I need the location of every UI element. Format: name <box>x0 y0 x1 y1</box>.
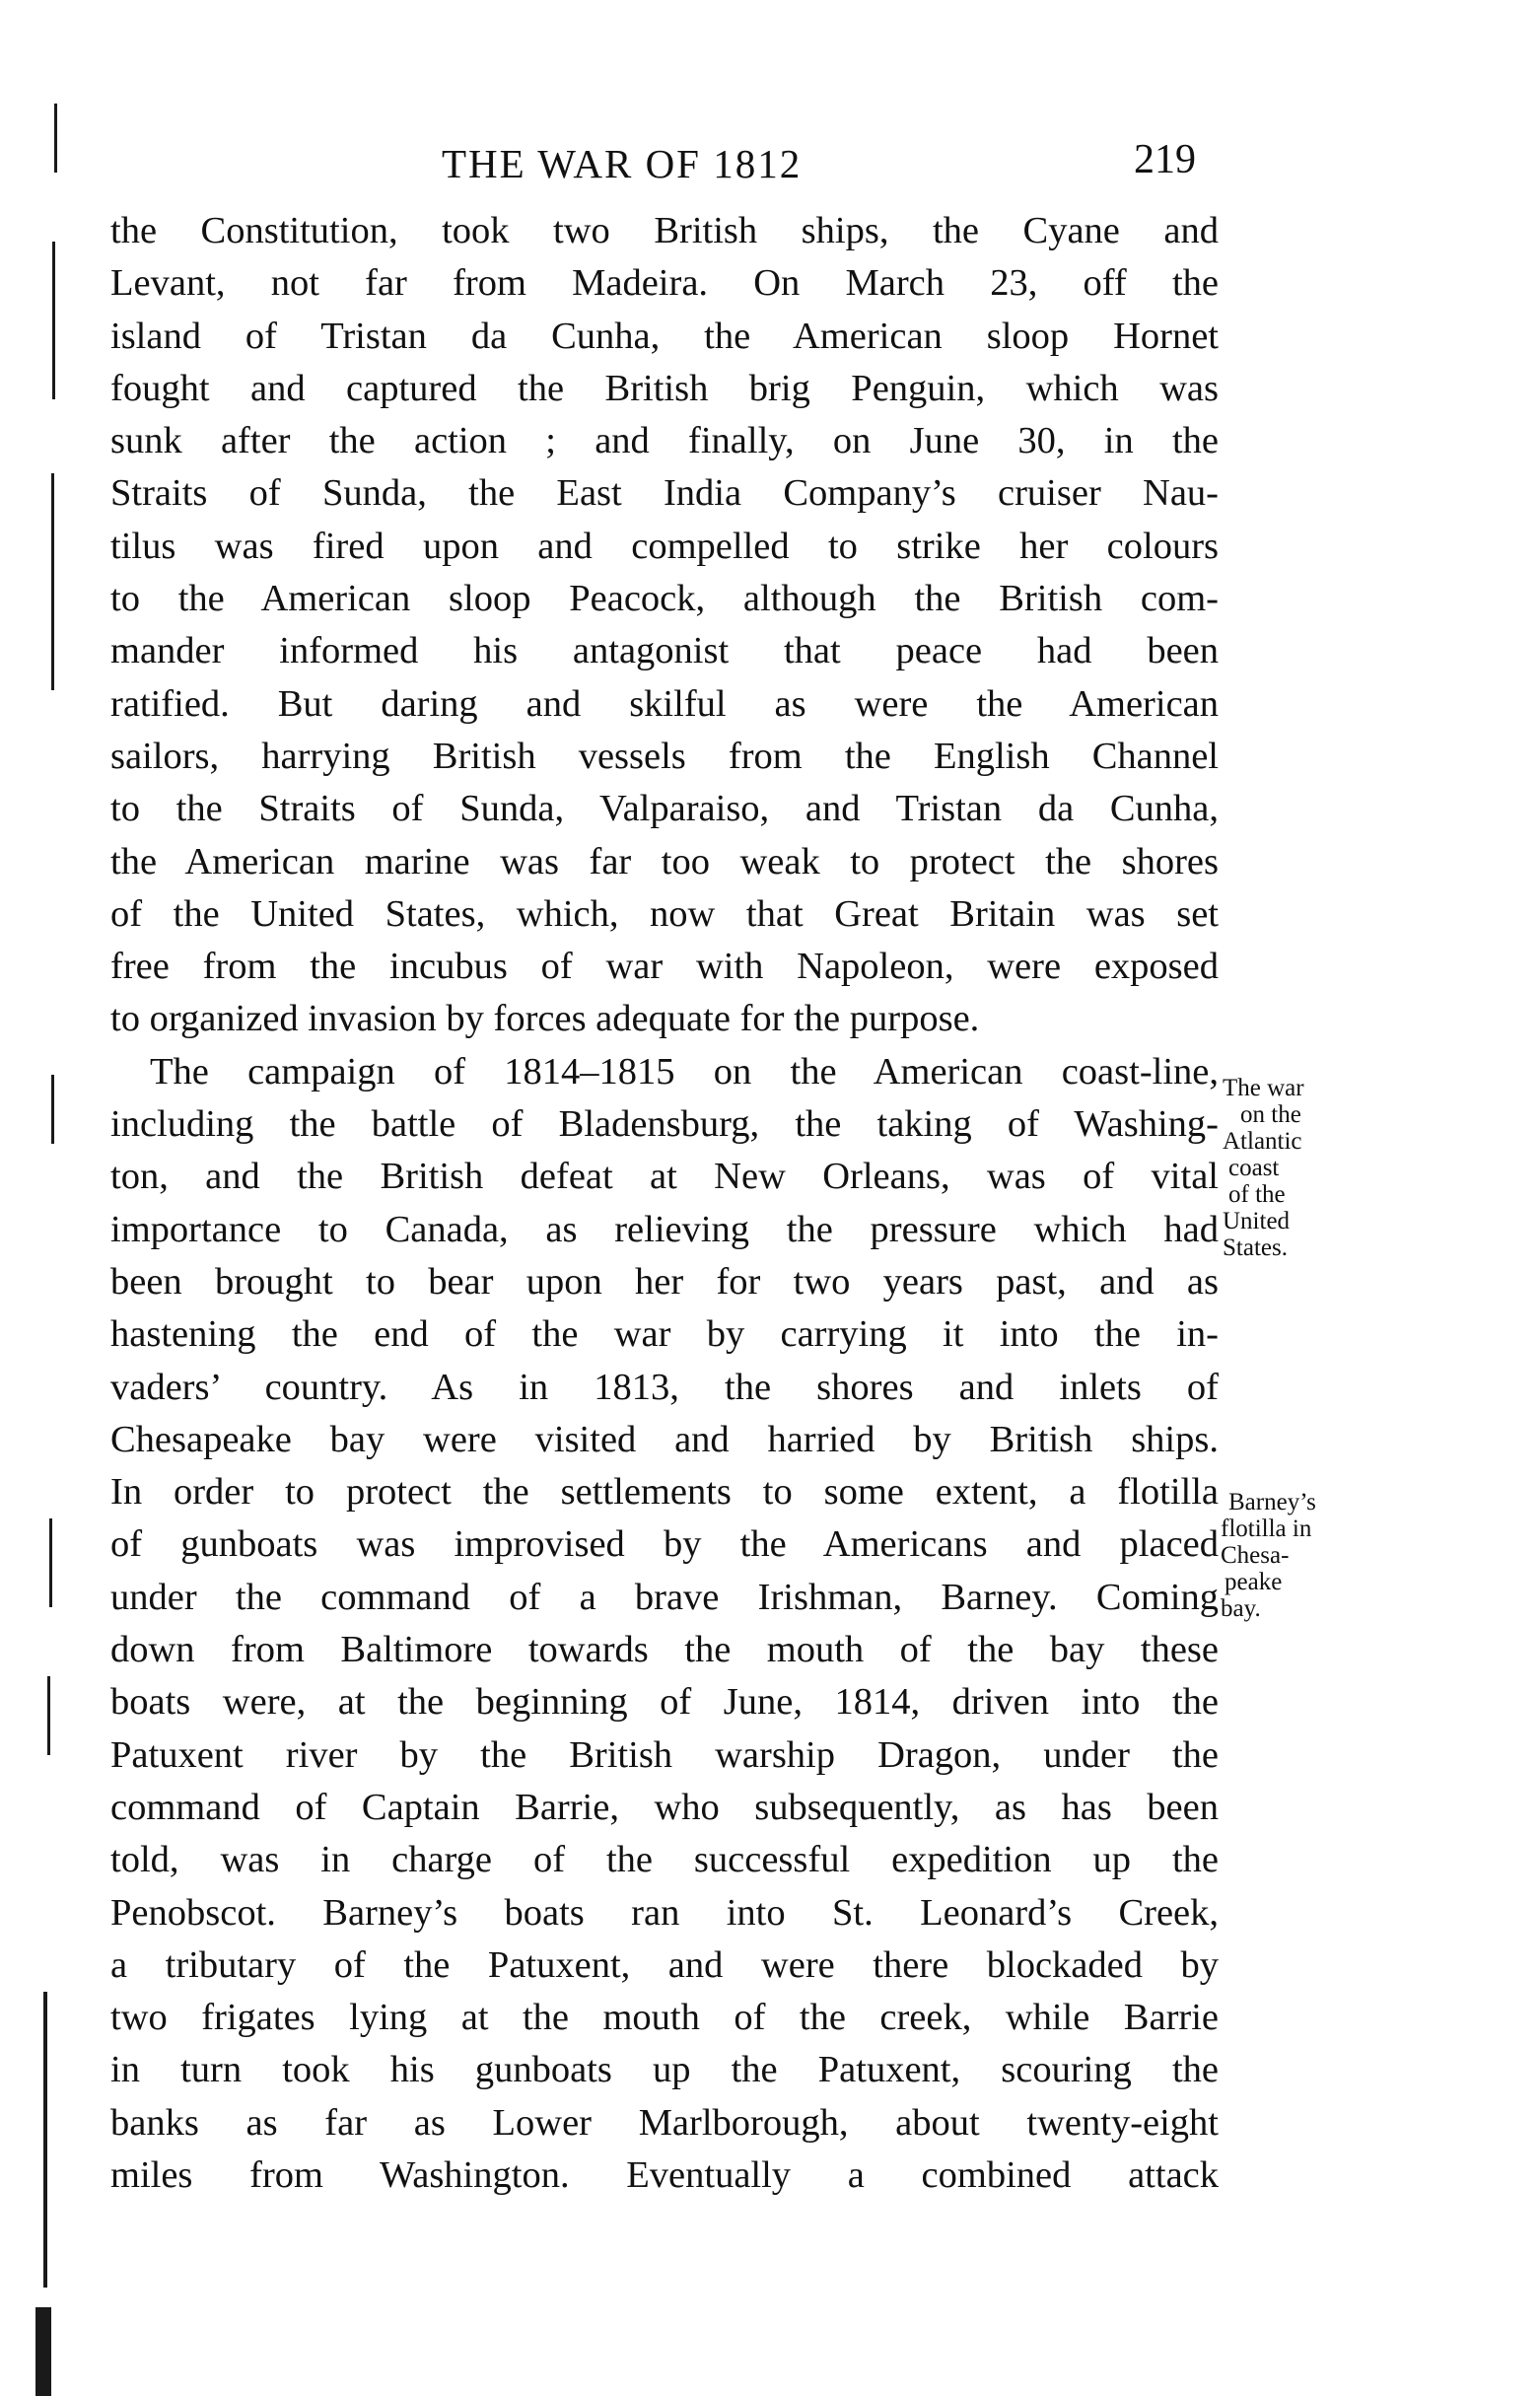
margin-note-line: United <box>1223 1208 1291 1234</box>
text-line: hastening the end of the war by carrying it into the in- <box>110 1313 1219 1356</box>
text-line: in turn took his gunboats up the Patuxent, scouring the <box>110 2049 1219 2091</box>
text-line: fought and captured the British brig Penguin, which was <box>110 367 1219 409</box>
margin-note-line: States. <box>1223 1234 1288 1261</box>
text-line: free from the incubus of war with Napoleon, were exposed <box>110 946 1219 988</box>
margin-note-line: Atlantic <box>1223 1128 1302 1155</box>
text-line: two frigates lying at the mouth of the creek, while Barrie <box>110 1997 1219 2039</box>
scan-edge-mark <box>51 473 54 690</box>
text-line: of the United States, which, now that Great Britain was set <box>110 892 1219 935</box>
text-line: vaders’ country. As in 1813, the shores and inlets of <box>110 1366 1219 1408</box>
margin-note-line: bay. <box>1221 1595 1261 1622</box>
scan-edge-mark <box>52 242 55 399</box>
text-line: ratified. But daring and skilful as were the American <box>110 682 1219 725</box>
text-line: sunk after the action ; and finally, on June 30, in the <box>110 420 1219 462</box>
text-line: been brought to bear upon her for two years past, and as <box>110 1260 1219 1303</box>
scan-edge-mark <box>49 1518 52 1607</box>
text-line: Straits of Sunda, the East India Company’s cruiser Nau- <box>110 472 1219 515</box>
margin-note-line: flotilla in <box>1221 1515 1312 1542</box>
text-line: sailors, harrying British vessels from the English Channel <box>110 735 1219 777</box>
page-number: 219 <box>1134 137 1196 182</box>
margin-note-line: coast <box>1228 1155 1280 1181</box>
text-line: miles from Washington. Eventually a combined attack <box>110 2153 1219 2196</box>
margin-note-barney-flotilla <box>1221 1489 1316 1622</box>
text-line: importance to Canada, as relieving the pressure which had <box>110 1208 1219 1250</box>
text-line: to the American sloop Peacock, although the British com- <box>110 578 1219 620</box>
text-line: ton, and the British defeat at New Orleans, was of vital <box>110 1156 1219 1198</box>
scan-edge-mark <box>51 1075 54 1144</box>
text-line: Chesapeake bay were visited and harried by British ships. <box>110 1418 1219 1460</box>
text-line: including the battle of Bladensburg, the taking of Washing- <box>110 1103 1219 1146</box>
margin-note-line: peake <box>1225 1569 1283 1595</box>
text-line: tilus was fired upon and compelled to strike her colours <box>110 525 1219 567</box>
text-line: a tributary of the Patuxent, and were there blockaded by <box>110 1943 1219 1986</box>
text-line: to the Straits of Sunda, Valparaiso, and Tristan da Cunha, <box>110 788 1219 830</box>
text-line: Levant, not far from Madeira. On March 23, off the <box>110 262 1219 305</box>
text-line: down from Baltimore towards the mouth of the bay these <box>110 1629 1219 1671</box>
margin-note-line: The war <box>1223 1075 1304 1101</box>
text-line: to organized invasion by forces adequate for the purpose. <box>110 998 980 1040</box>
text-line: boats were, at the beginning of June, 1814, driven into the <box>110 1681 1219 1724</box>
text-line: banks as far as Lower Marlborough, about twenty-eight <box>110 2101 1219 2144</box>
margin-note-line: of the <box>1228 1181 1286 1208</box>
text-line: In order to protect the settlements to some extent, a flotilla <box>110 1471 1219 1514</box>
text-line: Penobscot. Barney’s boats ran into St. Leonard’s Creek, <box>110 1891 1219 1934</box>
scan-edge-mark <box>43 1992 47 2288</box>
text-line: island of Tristan da Cunha, the American sloop Hornet <box>110 315 1219 357</box>
margin-note-line: Barney’s <box>1228 1489 1316 1515</box>
margin-note-line: on the <box>1240 1101 1301 1128</box>
running-title: THE WAR OF 1812 <box>442 141 803 186</box>
body-text <box>110 205 1219 2202</box>
margin-note-atlantic-war <box>1223 1075 1304 1261</box>
text-line: the Constitution, took two British ships, the Cyane and <box>110 210 1219 251</box>
scan-edge-mark <box>35 2307 51 2396</box>
text-line: The campaign of 1814–1815 on the American coast-line, <box>150 1050 1219 1092</box>
page-header <box>0 137 1540 199</box>
text-line: told, was in charge of the successful expedition up the <box>110 1839 1219 1881</box>
margin-note-line: Chesa- <box>1221 1542 1290 1569</box>
text-line: command of Captain Barrie, who subsequently, as has been <box>110 1786 1219 1828</box>
text-line: Patuxent river by the British warship Dragon, under the <box>110 1733 1219 1776</box>
scan-edge-mark <box>47 1676 50 1755</box>
text-line: mander informed his antagonist that peace had been <box>110 630 1219 672</box>
text-line: of gunboats was improvised by the Americans and placed <box>110 1523 1219 1566</box>
text-line: under the command of a brave Irishman, Barney. Coming <box>110 1576 1219 1618</box>
text-line: the American marine was far too weak to protect the shores <box>110 840 1219 882</box>
